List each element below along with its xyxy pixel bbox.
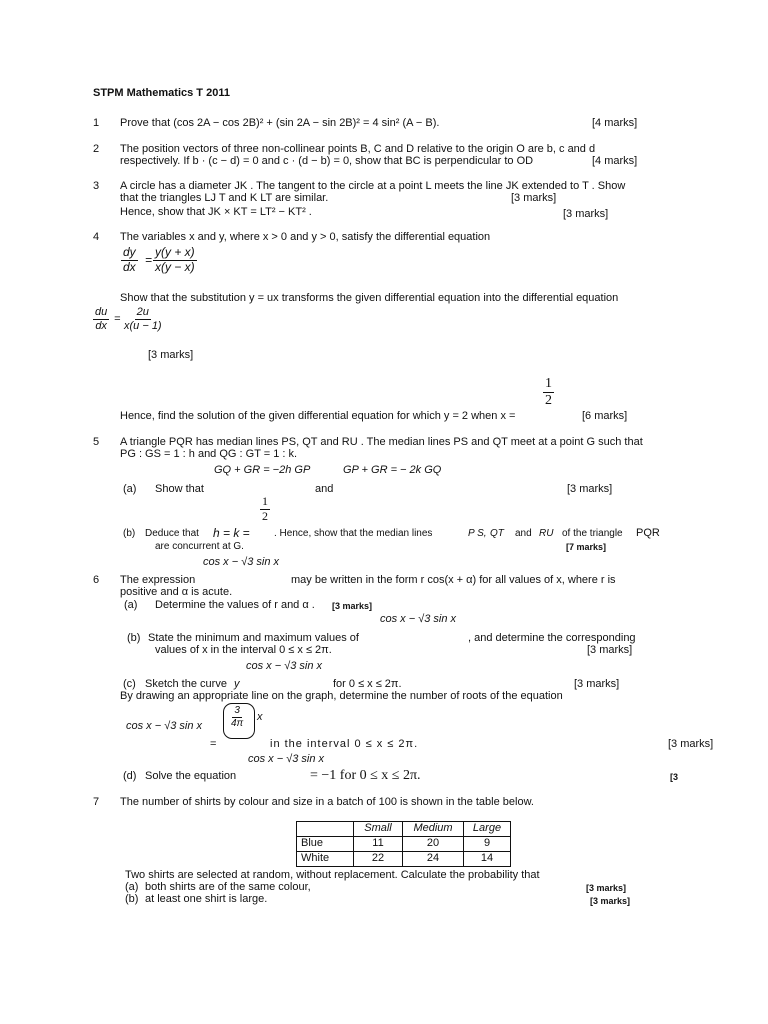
table-row [297,852,511,867]
q2-marks: [4 marks] [592,155,638,167]
q6c-marks2: [3 marks] [668,738,714,750]
document-title: STPM Mathematics T 2011 [93,87,230,99]
table-cell: 9 [464,837,511,852]
q5a-text: Show that [155,483,204,495]
q4-marks1: [3 marks] [148,349,194,361]
q4-rhs2-den: x(u − 1) [124,319,162,332]
q7b-label: (b) [125,893,139,905]
table-cell: 24 [403,852,464,867]
q5b-ru: RU [539,528,554,539]
table-header-cell: Small [354,822,403,837]
table-cell: 22 [354,852,403,867]
q4-line2: Show that the substitution y = ux transforms the given differential equation into the differential equation [120,292,619,304]
q6-line2: positive and α is acute. [120,586,233,598]
q5b-half-num: 1 [262,494,268,508]
q4-equals2: = [114,313,121,325]
q6c-eq: = [210,738,217,750]
q5a-label: (a) [123,483,137,495]
q4-line3: Hence, find the solution of the given differential equation for which y = 2 when x = [120,410,516,422]
q6-expr-above: cos x − √3 sin x [203,556,280,568]
q6c-frac-den: 4π [231,717,244,729]
shirts-table [296,821,511,867]
q5b-pqr: PQR [636,527,660,539]
q6b-line2: values of x in the interval 0 ≤ x ≤ 2π. [155,644,332,656]
q3-line2: that the triangles LJ T and K LT are similar. [120,192,329,204]
q7-line1: The number of shirts by colour and size in a batch of 100 is shown in the table below. [120,796,534,808]
q4-marks2: [6 marks] [582,410,628,422]
q6d-expr-above: cos x − √3 sin x [248,753,325,765]
q3-line1: A circle has a diameter JK . The tangent to the circle at a point L meets the line JK extended to T . Show [120,180,626,192]
q1-marks: [4 marks] [592,117,638,129]
q6c-line2: By drawing an appropriate line on the graph, determine the number of roots of the equation [120,690,563,702]
q5-line1: A triangle PQR has median lines PS, QT and RU . The median lines PS and QT meet at a point G such that [120,436,643,448]
q6c-text1: Sketch the curve [145,678,227,690]
table-header-cell [297,822,354,837]
q4-dudx-den: dx [95,319,107,332]
q6a-label: (a) [124,599,138,611]
q6b-text2: , and determine the corresponding [468,632,636,644]
q1-number: 1 [93,117,100,129]
q5-vector-eq1: GQ + GR = −2h GP [214,464,311,476]
q5b-label: (b) [123,528,136,539]
q4-rhs2-num: 2u [136,306,149,318]
q5-vector-eq2: GP + GR = − 2k GQ [343,464,442,476]
q6a-marks: [3 marks] [332,601,373,611]
q5b-text1: Deduce that [145,528,199,539]
q3-marks1: [3 marks] [511,192,557,204]
q6c-y: y [234,678,240,690]
q6d-text: Solve the equation [145,770,237,782]
q4-dydx-fraction [121,246,138,275]
q2-number: 2 [93,143,100,155]
q2-line1: The position vectors of three non-collinear points B, C and D relative to the origin O are b, c and d [120,143,596,155]
q6b-label: (b) [127,632,141,644]
q6b-text1: State the minimum and maximum values of [148,632,359,644]
q5b-half-fraction [260,495,270,524]
q2-line2: respectively. If b · (c − d) = 0 and c · (d − b) = 0, show that BC is perpendicular to OD [120,155,534,167]
q6c-x: x [257,711,263,723]
q6-line1b: may be written in the form r cos(x + α) for all values of x, where r is [291,574,616,586]
table-cell: 14 [464,852,511,867]
q6-number: 6 [93,574,100,586]
q6c-frac-num: 3 [234,705,240,716]
q5b-text3: of the triangle [562,528,623,539]
q4-rhs-num: y(y + x) [155,245,195,259]
q5a-marks: [3 marks] [567,483,613,495]
q6c-fraction [229,705,245,729]
q6c-label: (c) [123,678,136,690]
table-header-row [297,822,511,837]
q3-line3: Hence, show that JK × KT = LT² − KT² . [120,206,312,218]
q4-dudx-fraction [93,306,109,332]
q4-half-den: 2 [545,393,552,409]
q4-half-fraction [543,376,554,409]
q4-number: 4 [93,231,100,243]
q1-text: Prove that (cos 2A − cos 2B)² + (sin 2A − sin 2B)² = 4 sin² (A − B). [120,117,440,129]
q5b-ps: P S, [468,528,487,539]
q4-equals: = [145,253,153,267]
q6c-text2: for 0 ≤ x ≤ 2π. [333,678,402,690]
q3-marks2: [3 marks] [563,208,609,220]
q7a-text: both shirts are of the same colour, [145,881,311,893]
q6c-interval: in the interval 0 ≤ x ≤ 2π. [270,738,419,750]
q5b-qt: QT [490,528,504,539]
q6c-marks: [3 marks] [574,678,620,690]
q5b-text2: . Hence, show that the median lines [274,528,433,539]
q5-number: 5 [93,436,100,448]
q5b-half-den: 2 [262,508,268,523]
q4-rhs-fraction [153,246,197,275]
q7b-text: at least one shirt is large. [145,893,268,905]
q5b-line2: are concurrent at G. [155,541,244,552]
q6c-expr-above: cos x − √3 sin x [246,660,323,672]
table-header-cell: Large [464,822,511,837]
q5b-and: and [515,528,532,539]
table-cell: White [297,852,354,867]
table-cell: 20 [403,837,464,852]
q4-rhs2-fraction [122,306,164,332]
q6b-expr-above: cos x − √3 sin x [380,613,457,625]
q4-dydx-num: dy [123,245,136,259]
q7a-marks: [3 marks] [586,883,627,893]
q6d-label: (d) [123,770,137,782]
q7b-marks: [3 marks] [590,896,631,906]
q4-rhs-den: x(y − x) [155,259,195,274]
q5b-marks: [7 marks] [566,542,607,552]
q4-dydx-den: dx [123,259,136,274]
q4-dudx-num: du [95,306,108,318]
q5a-and: and [315,483,334,495]
q4-line1: The variables x and y, where x > 0 and y > 0, satisfy the differential equation [120,231,491,243]
table-cell: 11 [354,837,403,852]
q6-line1a: The expression [120,574,196,586]
q6d-marks: [3 [670,772,679,782]
table-cell: Blue [297,837,354,852]
q7a-label: (a) [125,881,139,893]
q6b-marks: [3 marks] [587,644,633,656]
q4-half-num: 1 [543,376,554,393]
table-row [297,837,511,852]
q5-line2: PG : GS = 1 : h and QG : GT = 1 : k. [120,448,298,460]
q6c-expr: cos x − √3 sin x [126,720,203,732]
q7-number: 7 [93,796,100,808]
table-header-cell: Medium [403,822,464,837]
q3-number: 3 [93,180,100,192]
q6d-eq: = −1 for 0 ≤ x ≤ 2π. [310,768,421,783]
q6a-text: Determine the values of r and α . [155,599,315,611]
q5b-eq: h = k = [213,526,250,540]
q7-line2: Two shirts are selected at random, without replacement. Calculate the probability that [125,869,540,881]
